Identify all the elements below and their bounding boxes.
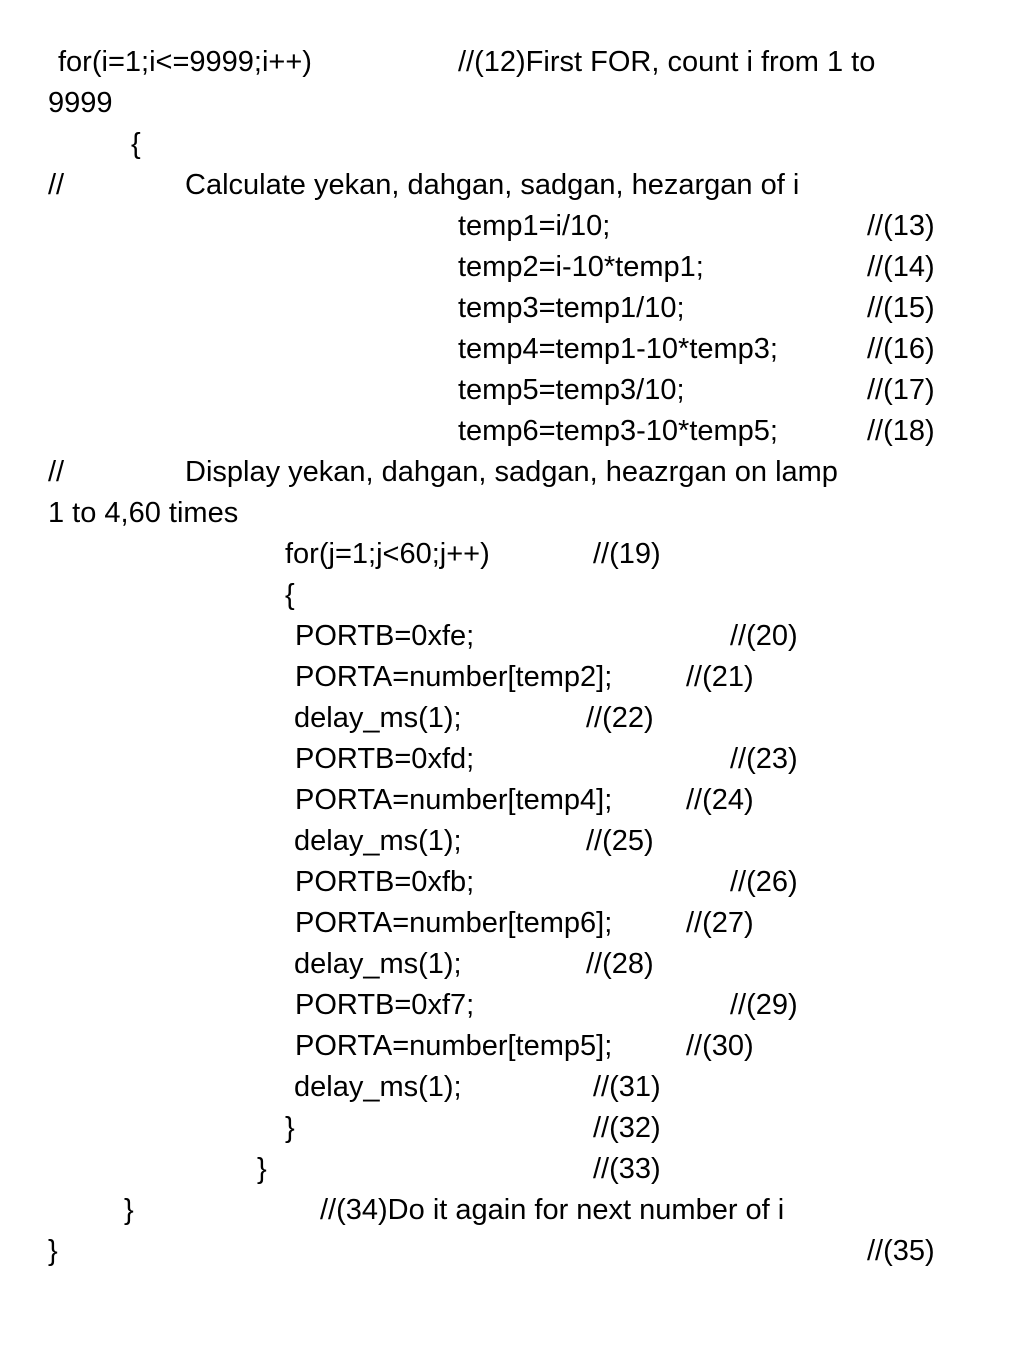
for-i-comment-continuation: 9999: [48, 87, 113, 119]
display-comment-continuation: 1 to 4,60 times: [48, 497, 239, 529]
display-comment-slashes: //: [48, 456, 65, 488]
temp5-code: temp5=temp3/10;: [458, 374, 685, 406]
line-30-comment: //(30): [686, 1030, 754, 1062]
line-23-comment: //(23): [730, 743, 798, 775]
temp1-comment: //(13): [867, 210, 935, 242]
line-24-code: PORTA=number[temp4];: [295, 784, 613, 816]
temp6-code: temp6=temp3-10*temp5;: [458, 415, 778, 447]
line-24-comment: //(24): [686, 784, 754, 816]
brace-open-j: {: [285, 579, 295, 611]
line-22-comment: //(22): [586, 702, 654, 734]
for-j-comment: //(19): [593, 538, 661, 570]
line-29-comment: //(29): [730, 989, 798, 1021]
temp6-comment: //(18): [867, 415, 935, 447]
brace-open-i: {: [131, 128, 141, 160]
calc-comment-slashes: //: [48, 169, 65, 201]
temp5-comment: //(17): [867, 374, 935, 406]
temp3-comment: //(15): [867, 292, 935, 324]
line-33-brace: }: [257, 1153, 267, 1185]
line-27-code: PORTA=number[temp6];: [295, 907, 613, 939]
line-26-code: PORTB=0xfb;: [295, 866, 475, 898]
line-30-code: PORTA=number[temp5];: [295, 1030, 613, 1062]
line-25-comment: //(25): [586, 825, 654, 857]
calc-comment-text: Calculate yekan, dahgan, sadgan, hezargan of i: [185, 169, 800, 201]
temp4-code: temp4=temp1-10*temp3;: [458, 333, 778, 365]
line-32-brace: }: [285, 1112, 295, 1144]
line-28-code: delay_ms(1);: [294, 948, 462, 980]
temp4-comment: //(16): [867, 333, 935, 365]
display-comment-text: Display yekan, dahgan, sadgan, heazrgan on lamp: [185, 456, 838, 488]
line-28-comment: //(28): [586, 948, 654, 980]
line-34-comment: //(34)Do it again for next number of i: [320, 1194, 785, 1226]
line-33-comment: //(33): [593, 1153, 661, 1185]
temp1-code: temp1=i/10;: [458, 210, 611, 242]
line-26-comment: //(26): [730, 866, 798, 898]
line-29-code: PORTB=0xf7;: [295, 989, 475, 1021]
line-34-brace: }: [124, 1194, 134, 1226]
temp2-comment: //(14): [867, 251, 935, 283]
line-23-code: PORTB=0xfd;: [295, 743, 475, 775]
line-35-comment: //(35): [867, 1235, 935, 1267]
temp2-code: temp2=i-10*temp1;: [458, 251, 704, 283]
line-32-comment: //(32): [593, 1112, 661, 1144]
line-31-comment: //(31): [593, 1071, 661, 1103]
line-21-code: PORTA=number[temp2];: [295, 661, 613, 693]
line-22-code: delay_ms(1);: [294, 702, 462, 734]
temp3-code: temp3=temp1/10;: [458, 292, 685, 324]
line-21-comment: //(21): [686, 661, 754, 693]
line-31-code: delay_ms(1);: [294, 1071, 462, 1103]
for-i-comment: //(12)First FOR, count i from 1 to: [458, 46, 876, 78]
line-27-comment: //(27): [686, 907, 754, 939]
for-i-statement: for(i=1;i<=9999;i++): [58, 46, 312, 78]
line-25-code: delay_ms(1);: [294, 825, 462, 857]
line-20-code: PORTB=0xfe;: [295, 620, 475, 652]
for-j-statement: for(j=1;j<60;j++): [285, 538, 490, 570]
line-20-comment: //(20): [730, 620, 798, 652]
line-35-brace: }: [48, 1235, 58, 1267]
